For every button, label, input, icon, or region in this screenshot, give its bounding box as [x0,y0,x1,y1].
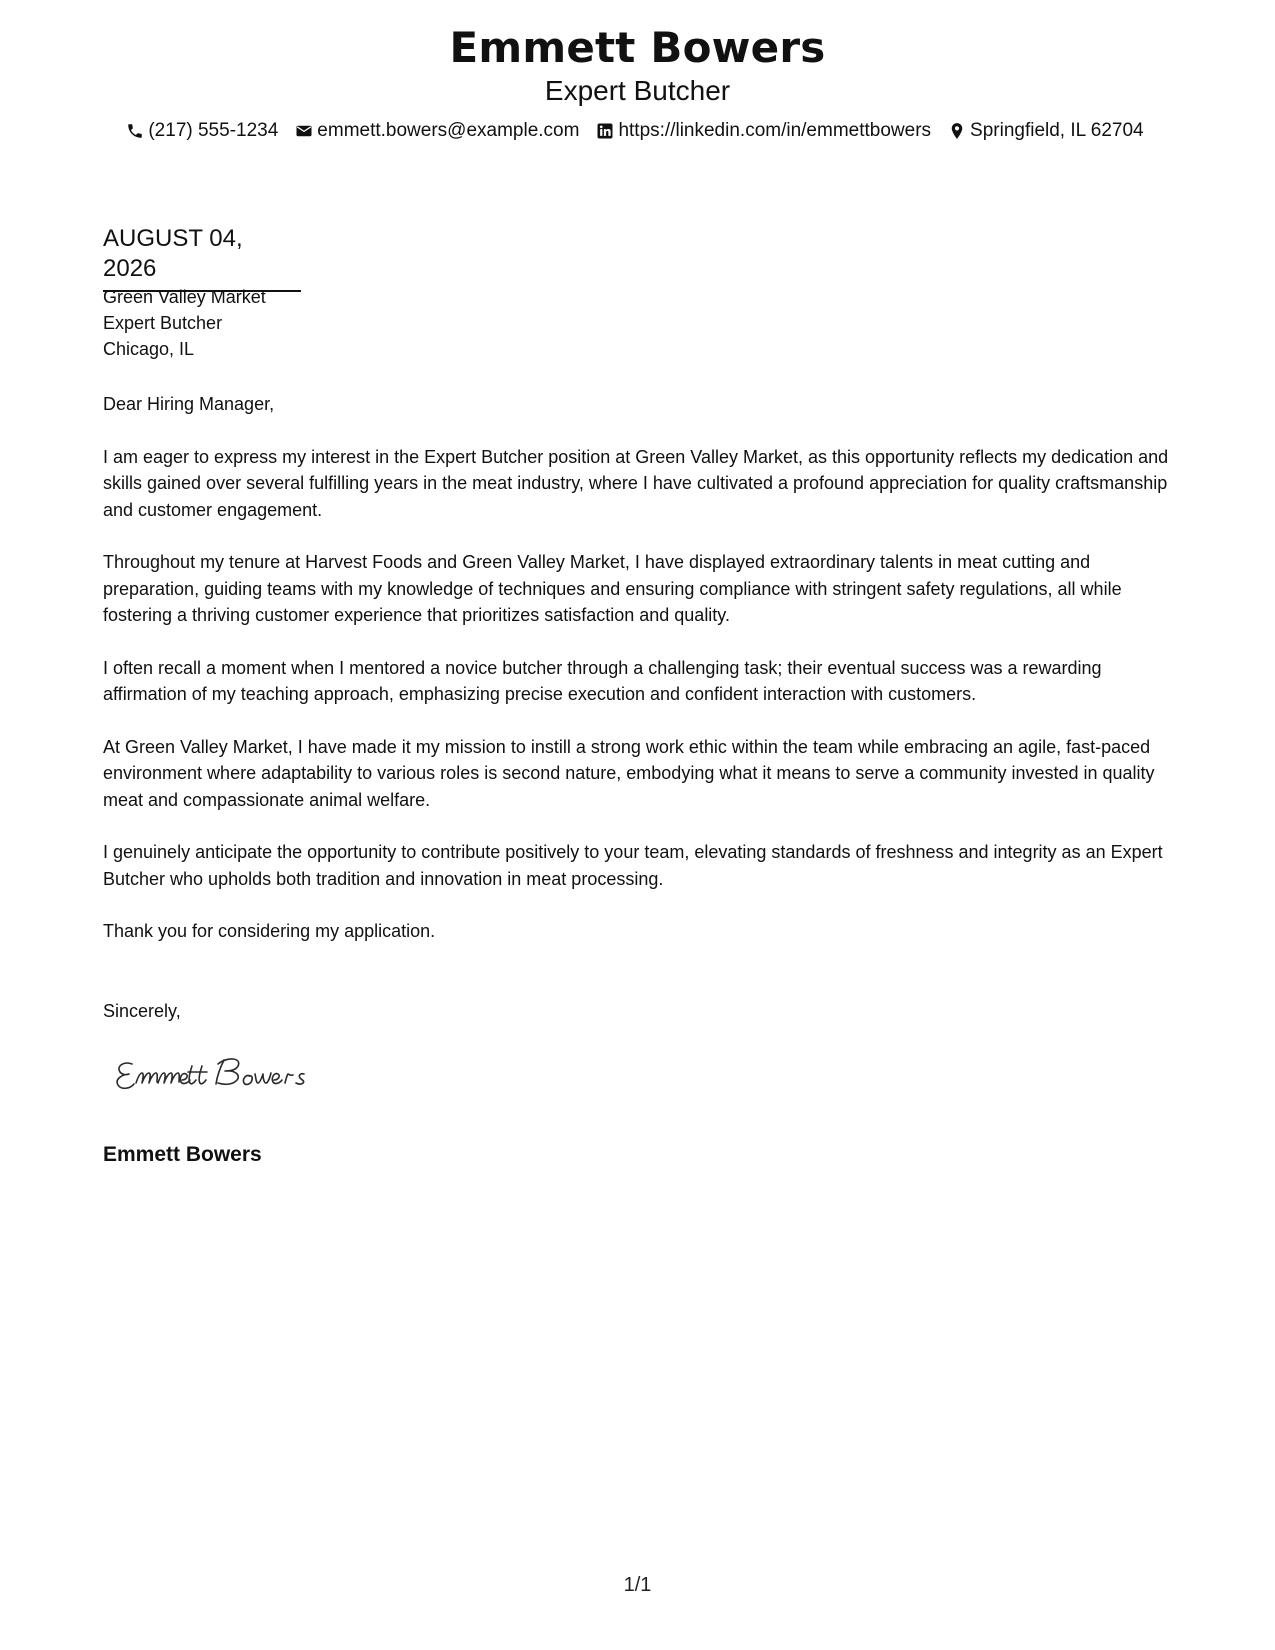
map-pin-icon [948,122,966,140]
contact-email[interactable] [295,118,579,144]
body-paragraph: I often recall a moment when I mentored a novice butcher through a challenging task; their eventual success was a rewarding affirmation of my teaching approach, emphasizing precise execution and confident interaction with customers. [103,657,1102,704]
location-text: Springfield, IL 62704 [970,120,1144,141]
recipient-position: Expert Butcher [103,313,223,333]
linkedin-url[interactable]: https://linkedin.com/in/emmettbowers [618,120,932,141]
phone-number: (217) 555-1234 [148,120,279,141]
applicant-role: Expert Butcher [544,75,731,106]
phone-icon [126,122,144,140]
body-paragraph: Throughout my tenure at Harvest Foods and Green Valley Market, I have displayed extraordinary talents in meat cutting and preparation, guiding teams with my knowledge of techniques and ensuring compliance with stringent safety regulations, all while fostering a thriving customer experience that prioritizes satisfaction and quality. [103,552,1122,625]
contact-phone [126,118,278,144]
body-paragraph: I genuinely anticipate the opportunity to contribute positively to your team, elevating standards of freshness and integrity as an Expert Butcher who upholds both tradition and innovation in meat processing. [103,842,1163,889]
body-paragraph: At Green Valley Market, I have made it my mission to instill a strong work ethic within the team while embracing an agile, fast-paced environment where adaptability to various roles is second nature, embodying what it means to serve a community invested in quality meat and compassionate animal welfare. [103,736,1155,810]
envelope-icon [295,122,313,140]
linkedin-icon [596,122,614,140]
handwritten-signature [112,1050,362,1100]
recipient-company: Green Valley Market [103,287,266,307]
body-paragraph: I am eager to express my interest in the Expert Butcher position at Green Valley Market, as this opportunity reflects my dedication and skills gained over several fulfilling years in the meat industry, where I have cultivated a profound appreciation for quality craftsmanship and customer engagement. [103,446,1169,520]
closing-line: Sincerely, [103,1001,181,1021]
signer-name: Emmett Bowers [103,1143,262,1166]
letter-header [0,22,1275,144]
contact-location [948,118,1144,144]
salutation: Dear Hiring Manager, [103,394,275,414]
applicant-name: Emmett Bowers [449,23,826,72]
email-address[interactable]: emmett.bowers@example.com [317,120,580,141]
letter-body [103,391,1178,971]
letter-date-block [103,224,301,292]
contact-linkedin[interactable] [596,118,931,144]
body-paragraph: Thank you for considering my application. [103,921,436,941]
recipient-block [103,284,266,362]
recipient-city: Chicago, IL [103,339,195,359]
letter-date: AUGUST 04, 2026 [103,224,301,292]
page-number: 1/1 [623,1574,652,1596]
contact-bar [0,118,1275,144]
